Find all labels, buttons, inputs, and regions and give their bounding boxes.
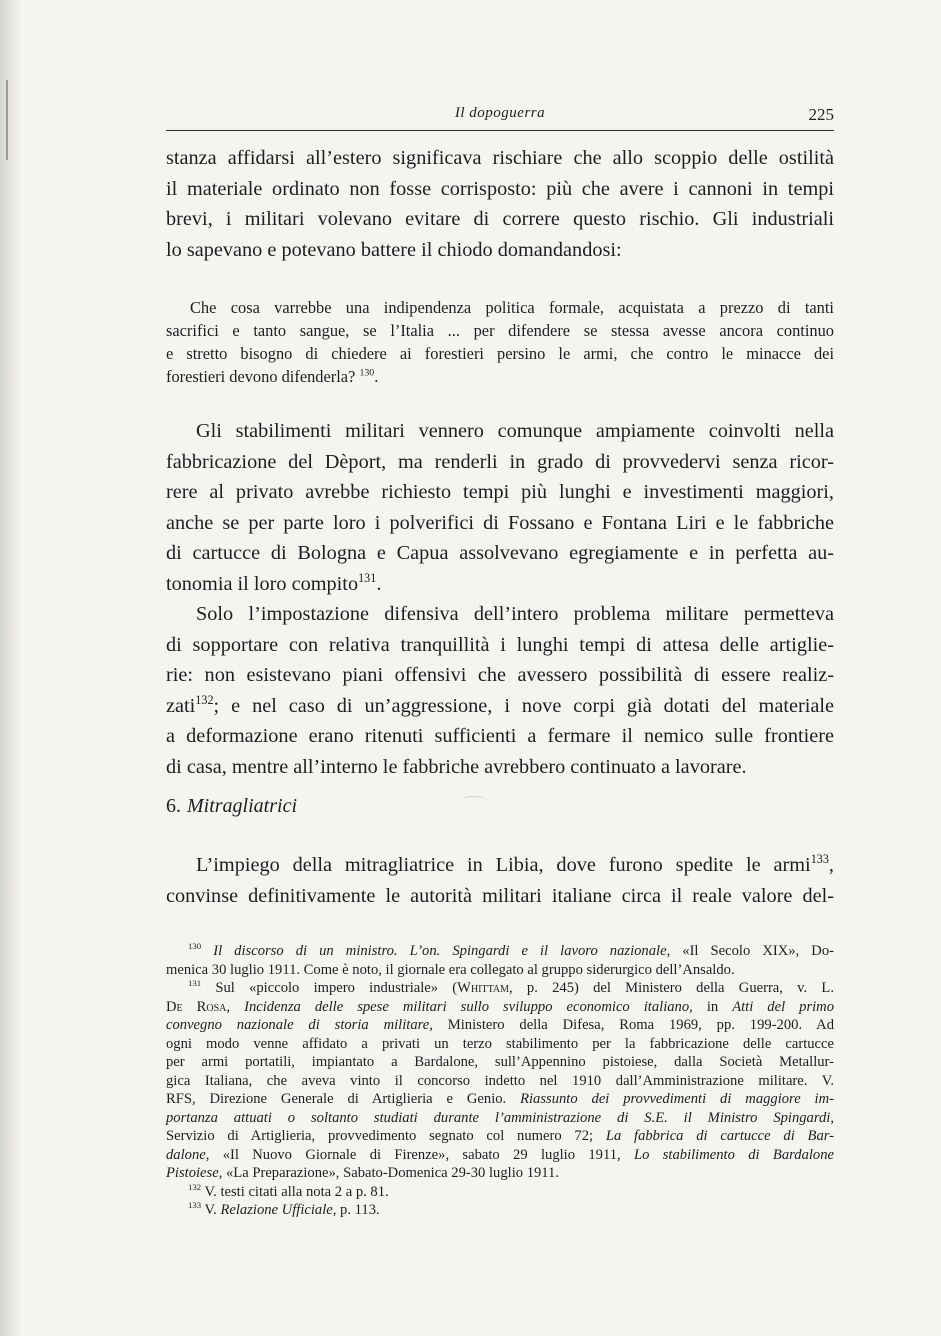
section-title: Mitragliatrici: [187, 795, 297, 817]
text-line: di cartucce di Bologna e Capua assolvevano egregiamente e in perfetta au-: [166, 542, 834, 564]
quote-line: Che cosa varrebbe una indipendenza politica formale, acquistata a prezzo di tanti: [190, 298, 834, 317]
footnote-text: , «La Preparazione», Sabato-Domenica 29-30 luglio 1911.: [218, 1165, 559, 1181]
footnote-130: [166, 942, 834, 961]
footnote-title: Atti del primo: [732, 998, 835, 1015]
footnote-line: portanza attuati o soltanto studiati durante l’amministrazione di S.E. il Ministro Spingardi,: [166, 1109, 834, 1126]
page-edge-mark: [6, 80, 8, 160]
text-line: rie: non esistevano piani offensivi che avessero possibilità di essere realiz-: [166, 664, 834, 686]
quote-line: sacrifici e tanto sangue, se l’Italia ... per difendere se stessa avesse ancora continuo: [166, 321, 834, 340]
footnote-title: Lo stabilimento di Bardalone: [634, 1146, 834, 1163]
footnote-line: ogni modo venne affidato a privati un terzo stabilimento per la fabbricazione delle cartucce: [166, 1035, 834, 1052]
footnote-text: ,: [226, 998, 245, 1015]
text-line-start: zati: [166, 694, 196, 717]
footnote-line: per armi portatili, impiantato a Bardalone, sull’Appennino pistoiese, dalla Società Metallur-: [166, 1054, 834, 1070]
punct: .: [376, 572, 382, 595]
footnote-line: [166, 1016, 834, 1035]
text-line: rere al privato avrebbe richiesto tempi più lunghi e investimenti maggiori,: [166, 481, 834, 503]
text-line: [166, 850, 834, 881]
footnote-132: [166, 1183, 834, 1202]
text-line: Gli stabilimenti militari vennero comunque ampiamente coinvolti nella: [196, 420, 834, 442]
paragraph-4: [166, 850, 834, 911]
footnote-number: 132: [188, 1181, 202, 1192]
text-line: Solo l’impostazione difensiva dell’intero problema militare permetteva: [196, 603, 834, 625]
footnote-text: V.: [204, 1202, 221, 1218]
footnote-title: dalone,: [166, 1146, 210, 1163]
footnote-number: 133: [188, 1200, 202, 1211]
footnote-line: gica Italiana, che aveva vinto il concorso indetto nel 1910 dall’Amministrazione militare. V.: [166, 1072, 834, 1089]
footnote-line: [166, 1164, 834, 1183]
quote-line: e stretto bisogno di chiedere ai forestieri persino le armi, che contro le minacce dei: [166, 344, 834, 363]
text-line-end: tonomia il loro compito: [166, 572, 359, 595]
header-rule: [166, 130, 834, 131]
page-edge-shadow: [0, 0, 22, 1336]
footnote-text: «Il Nuovo Giornale di Firenze», sabato 29 luglio 1911,: [209, 1146, 634, 1163]
section-heading: [166, 795, 297, 818]
footnote-131: [166, 979, 834, 998]
footnote-line: [166, 1127, 834, 1146]
text-line: brevi, i militari volevano evitare di correre questo rischio. Gli industriali: [166, 208, 834, 230]
text-line: anche se per parte loro i polverifici di Fossano e Fontana Liri e le fabbriche: [166, 511, 834, 534]
quote-last-text: forestieri devono difenderla?: [166, 367, 356, 386]
section-number: 6.: [166, 795, 181, 817]
footnote-title: Pistoiese: [166, 1165, 219, 1181]
paragraph-2: [166, 416, 834, 599]
footnote-title: La fabbrica di cartucce di Bar-: [605, 1128, 834, 1144]
text-line: di sopportare con relativa tranquillità i lunghi tempi di attesa delle artiglie-: [166, 633, 834, 656]
footnote-text: , Ministero della Difesa, Roma 1969, pp. 199-200. Ad: [429, 1017, 834, 1033]
quote-line: [166, 365, 834, 388]
footnote-line: [166, 998, 834, 1017]
footnote-title: convegno nazionale di storia militare: [166, 1017, 430, 1033]
text-line: il materiale ordinato non fosse corrisposto: più che avere i cannoni in tempi: [166, 177, 834, 200]
text-line-end: ; e nel caso di un’aggressione, i nove corpi già dotati del materiale: [213, 694, 834, 717]
running-title: Il dopoguerra: [454, 105, 546, 121]
punct: ,: [828, 854, 834, 876]
footnote-text: Sul «piccolo impero industriale» (: [215, 980, 458, 996]
footnote-text: , p. 113.: [332, 1202, 380, 1218]
footnote-line: menica 30 luglio 1911. Come è noto, il giornale era collegato al gruppo siderurgico dell’Ansaldo.: [166, 961, 735, 978]
block-quote: [166, 296, 834, 388]
page-number: 225: [808, 105, 834, 124]
paragraph-3: [166, 599, 834, 782]
footnote-text: Servizio di Artiglieria, provvedimento segnato col numero 72;: [166, 1128, 606, 1144]
footnote-ref-133[interactable]: 133: [810, 852, 829, 867]
footnote-ref-131[interactable]: 131: [358, 570, 377, 585]
scan-mark: [462, 796, 486, 803]
quote-punct: .: [374, 367, 379, 386]
text-line: fabbricazione del Dèport, ma renderli in grado di provvedervi senza ricor-: [166, 450, 834, 473]
text-line: a deformazione erano ritenuti sufficienti a fermare il nemico sulle frontiere: [166, 725, 834, 747]
footnote-title: Incidenza delle spese militari sullo sviluppo economico italiano: [244, 998, 690, 1015]
text-line-start: L’impiego della mitragliatrice in Libia, dove furono spedite le armi: [196, 854, 811, 876]
footnote-133: [166, 1201, 834, 1220]
footnote-line: [166, 1090, 834, 1109]
footnote-text: , «Il Secolo XIX», Do-: [666, 943, 834, 959]
footnote-author: Whittam: [457, 980, 510, 996]
text-line: di casa, mentre all’interno le fabbriche avrebbero continuato a lavorare.: [166, 755, 747, 778]
running-header: [166, 105, 834, 131]
footnote-text: , p. 245) del Ministero della Guerra, v. L.: [509, 980, 834, 996]
text-line: lo sapevano e potevano battere il chiodo domandandosi:: [166, 238, 622, 261]
text-line: stanza affidarsi all’estero significava rischiare che allo scoppio delle ostilità: [166, 147, 834, 169]
footnote-title: Il discorso di un ministro. L’on. Spingardi e il lavoro nazionale: [213, 943, 667, 959]
footnote-title: Riassunto dei provvedimenti di maggiore im-: [520, 1091, 835, 1107]
footnotes: [166, 942, 834, 1220]
footnote-author: De Rosa: [166, 998, 227, 1015]
paragraph-1: [166, 143, 834, 265]
footnote-line: [166, 1146, 834, 1165]
text-line: [166, 691, 834, 722]
footnote-number: 130: [188, 941, 202, 952]
footnote-text: V. testi citati alla nota 2 a p. 81.: [204, 1183, 389, 1200]
footnote-ref-132[interactable]: 132: [195, 692, 214, 707]
text-line: [166, 569, 834, 600]
footnote-text: , in: [689, 998, 733, 1015]
footnote-text: RFS, Direzione Generale di Artiglieria e Genio.: [166, 1091, 521, 1107]
footnote-ref-130[interactable]: 130: [359, 367, 375, 379]
footnote-title: Relazione Ufficiale: [220, 1202, 333, 1218]
text-line: convinse definitivamente le autorità militari italiane circa il reale valore del-: [166, 884, 834, 907]
footnote-number: 131: [188, 978, 202, 989]
